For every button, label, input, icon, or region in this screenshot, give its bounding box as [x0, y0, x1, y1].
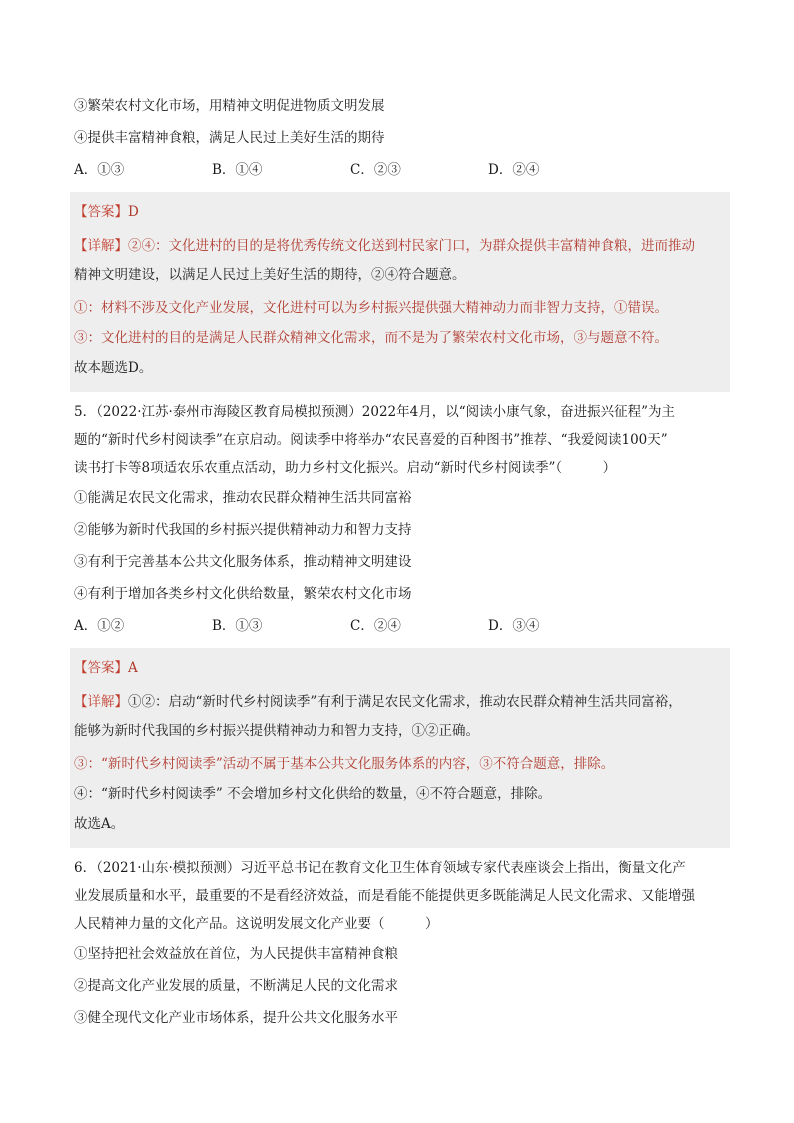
q4-exclude-2: ③：文化进村的目的是满足人民群众精神文化需求，而不是为了繁荣农村文化市场，③与题意不符。 [74, 330, 668, 346]
q4-option-b: B．①④ [212, 162, 263, 178]
q4-item-3: ③繁荣农村文化市场，用精神文明促进物质文明发展 [74, 98, 385, 114]
q4-option-c: C．②③ [350, 162, 401, 178]
q5-stem [74, 398, 730, 482]
detail-line-2: 能够为新时代我国的乡村振兴提供精神动力和智力支持，①②正确。 [74, 723, 479, 739]
q5-option-d: D．③④ [488, 618, 540, 634]
answer-tag: 【答案】 [74, 204, 128, 220]
q4-option-d: D．②④ [488, 162, 540, 178]
q6-item-3: ③健全现代文化产业市场体系，提升公共文化服务水平 [74, 1010, 398, 1026]
q5-options [74, 616, 730, 636]
q4-item-4: ④提供丰富精神食粮，满足人民过上美好生活的期待 [74, 130, 385, 146]
q6-stem-line-3: 人民精神力量的文化产品。这说明发展文化产业要（ ） [74, 916, 439, 932]
q5-item-4: ④有利于增加各类乡村文化供给数量，繁荣农村文化市场 [74, 586, 412, 602]
q5-option-b: B．①③ [212, 618, 263, 634]
document-page [70, 96, 730, 1040]
q4-exclude-1: ①：材料不涉及文化产业发展，文化进村可以为乡村振兴提供强大精神动力而非智力支持，①错误。 [74, 300, 668, 316]
q6-stem-line-1: 6．（2021·山东·模拟预测）习近平总书记在教育文化卫生体育领域专家代表座谈会上指出，衡量文化产 [74, 860, 686, 876]
q4-detail [74, 232, 724, 290]
answer-tag: 【答案】 [74, 660, 128, 676]
q5-option-a: A．①② [74, 618, 125, 634]
detail-tag: 【详解】 [74, 694, 128, 710]
q5-stem-line-3: 读书打卡等8项适农乐农重点活动，助力乡村文化振兴。启动“新时代乡村阅读季”（ ） [74, 460, 617, 476]
q5-stem-line-1: 5．（2022·江苏·泰州市海陵区教育局模拟预测）2022年4月，以“阅读小康气象，奋进振兴征程”为主 [74, 404, 676, 420]
q5-conclusion: 故选A。 [74, 816, 125, 832]
q6-stem [74, 854, 730, 938]
q4-answer-box [70, 192, 730, 392]
q5-detail [74, 688, 724, 746]
q4-conclusion: 故本题选D。 [74, 360, 153, 376]
answer-value: D [128, 204, 139, 220]
q5-item-2: ②能够为新时代我国的乡村振兴提供精神动力和智力支持 [74, 522, 412, 538]
detail-line-1: ②④：文化进村的目的是将优秀传统文化送到村民家门口，为群众提供丰富精神食粮，进而推动 [128, 238, 695, 254]
detail-line-1: ①②：启动“新时代乡村阅读季”有利于满足农民文化需求，推动农民群众精神生活共同富裕， [128, 694, 682, 710]
q5-option-c: C．②④ [350, 618, 401, 634]
q6-item-2: ②提高文化产业发展的质量，不断满足人民的文化需求 [74, 978, 398, 994]
q5-answer-row [74, 658, 724, 678]
q4-option-a: A．①③ [74, 162, 125, 178]
q4-options [74, 160, 730, 180]
q5-answer-box [70, 648, 730, 848]
q5-exclude-1: ③：“新时代乡村阅读季”活动不属于基本公共文化服务体系的内容，③不符合题意，排除。 [74, 756, 615, 772]
answer-value: A [128, 660, 138, 676]
q4-answer-row [74, 202, 724, 222]
q6-stem-line-2: 业发展质量和水平，最重要的不是看经济效益，而是看能不能提供更多既能满足人民文化需求、又能增强 [74, 888, 695, 904]
q5-item-1: ①能满足农民文化需求，推动农民群众精神生活共同富裕 [74, 490, 412, 506]
q6-item-1: ①坚持把社会效益放在首位，为人民提供丰富精神食粮 [74, 946, 398, 962]
detail-tag: 【详解】 [74, 238, 128, 254]
q5-item-3: ③有利于完善基本公共文化服务体系，推动精神文明建设 [74, 554, 412, 570]
q5-exclude-2: ④：“新时代乡村阅读季” 不会增加乡村文化供给的数量，④不符合题意，排除。 [74, 786, 552, 802]
q5-stem-line-2: 题的“新时代乡村阅读季”在京启动。阅读季中将举办“农民喜爱的百种图书”推荐、“我爱阅读100天” [74, 432, 668, 448]
detail-line-2: 精神文明建设，以满足人民过上美好生活的期待，②④符合题意。 [74, 267, 466, 283]
